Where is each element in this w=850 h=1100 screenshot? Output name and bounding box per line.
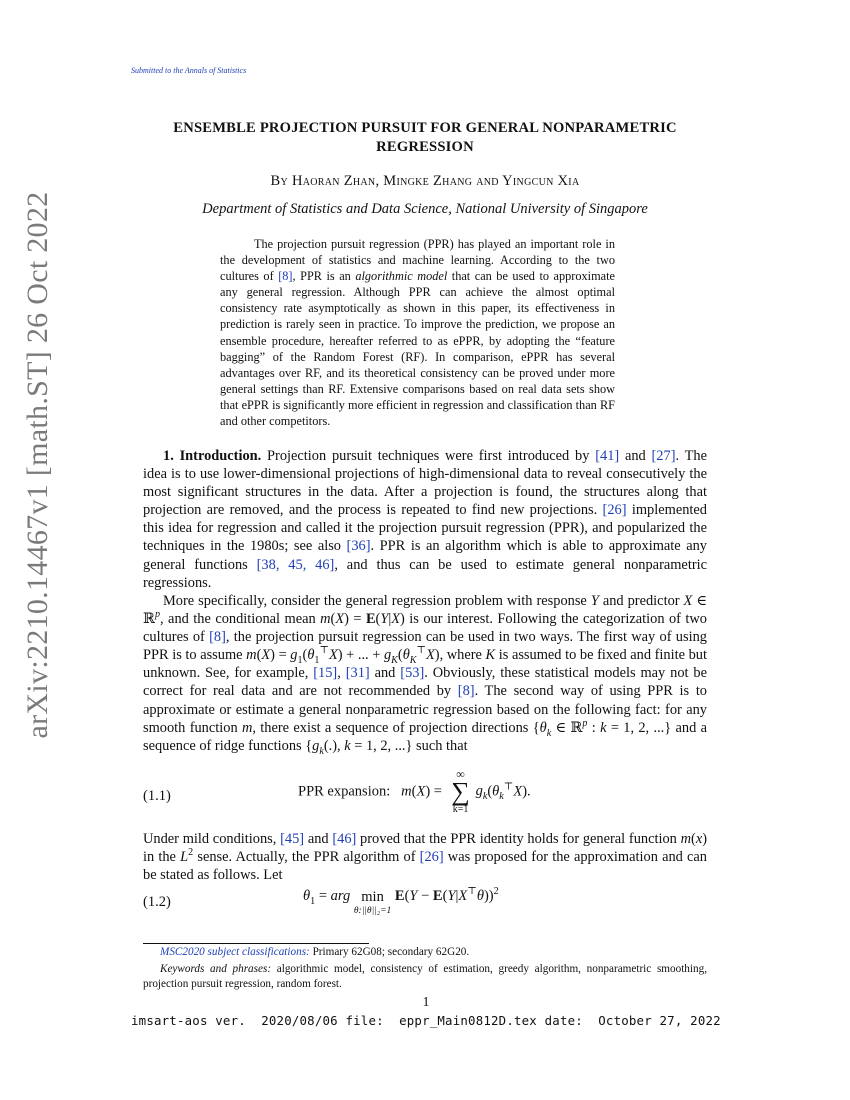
math-directions-set: {$\theta_k$ ∈ ℝ$^p$ : k = 1, 2, ...} <box>532 717 672 739</box>
author-and: and <box>472 173 503 189</box>
section-1-paragraph-1 <box>143 447 707 592</box>
page-number: 1 <box>422 995 430 1010</box>
para2-text-6: , where <box>439 647 486 664</box>
sec1-text-5: . PPR is an algorithm which is able to approximate any general functions <box>143 538 707 573</box>
citation-link[interactable]: [27] <box>651 448 676 464</box>
para2-text-10: , there exist a sequence of projection directions <box>252 719 533 736</box>
math-k: K <box>485 647 496 664</box>
math-l2: $L^2$ <box>180 847 194 866</box>
para3-text-2: proved that the PPR identity holds for general function <box>356 831 681 847</box>
imsart-footer-line: imsart-aos ver. 2020/08/06 file: eppr_Main0812D.tex date: October 27, 2022 <box>131 1013 721 1028</box>
sec1-text-6: , and thus can be used to estimate general nonparametric regressions. <box>143 556 707 591</box>
abstract-text-1: The projection pursuit regression (PPR) has played an important role in the development of statistics and machine learning. According to the two cultures of <box>220 237 615 284</box>
msc-text: Primary 62G08; secondary 62G20. <box>309 946 470 958</box>
section-heading: 1. Introduction. <box>163 448 262 464</box>
equation-number: (1.1) <box>143 788 171 804</box>
citation-link[interactable]: [46] <box>332 831 357 847</box>
math-y: Y <box>590 593 599 609</box>
para2-text-2: and predictor <box>598 593 684 609</box>
footnote-keywords <box>143 962 707 991</box>
para2-text-1: More specifically, consider the general regression problem with response <box>163 593 591 609</box>
citation-separator: , <box>302 556 316 573</box>
msc-link[interactable]: MSC2020 subject classifications: <box>160 946 310 958</box>
by-word: By <box>270 173 289 189</box>
min-subscript: θ:||θ||₂=1 <box>353 906 392 916</box>
para2-text-4: is our interest. Following the categorization of two cultures of <box>143 611 707 646</box>
citation-link[interactable]: [8] <box>457 683 475 700</box>
argmin-word: arg <box>330 888 351 904</box>
para3-and: and <box>304 831 333 847</box>
abstract-text-3: that can be used to approximate any general regression. Although PPR can achieve the almost optimal consistency rate asymptotically as shown in this paper, its effectiveness in prediction is rarely seen in practice. To improve the prediction, we propose an ensemble procedure, hereafter referred to as ePPR, by adopting the “feature bagging” of the Random Forest (RF). In comparison, ePPR has several advantages over RF, and its theoretical consistency can be proved under more general settings than RF. Extensive comparisons based on real data sets show that ePPR is significantly more efficient in regression and classification than RF and other competitors. <box>220 269 615 429</box>
min-operator <box>354 888 391 916</box>
affiliation: Department of Statistics and Data Science, National University of Singapore <box>202 201 648 217</box>
author-3: Yingcun Xia <box>502 173 580 189</box>
para2-text-9: . The second way of using PPR is to approximate or estimate a general nonparametric regression based on the following fact: for any smooth function <box>143 683 708 736</box>
citation-link[interactable]: [53] <box>400 665 425 682</box>
citation-link[interactable]: [36] <box>346 538 371 555</box>
citation-link[interactable]: 45 <box>288 556 303 573</box>
journal-header-note[interactable]: Submitted to the Annals of Statistics <box>131 66 247 75</box>
para3-text-4: sense. Actually, the PPR algorithm of <box>193 849 420 866</box>
para2-text-7: is assumed to be fixed and finite but unknown. See, for example, <box>143 647 707 682</box>
para2-text-5: , the projection pursuit regression can be used in two ways. The first way of using PPR is to assume <box>143 629 707 664</box>
equation-number: (1.2) <box>143 894 171 910</box>
para3-text-5: was proposed for the approximation and can be stated as follows. Let <box>143 849 707 884</box>
equation-1-2 <box>143 886 707 924</box>
sum-lower-limit: k=1 <box>452 804 469 815</box>
para2-text-8: . Obviously, these statistical models may not be correct for real data and are not recommended by <box>143 665 707 700</box>
arxiv-stamp-text[interactable]: arXiv:2210.14467v1 [math.ST] 26 Oct 2022 <box>21 191 54 739</box>
author-list <box>140 173 710 190</box>
para2-sep: , <box>337 665 346 682</box>
title-line-1: ENSEMBLE PROJECTION PURSUIT FOR GENERAL NONPARAMETRIC <box>173 120 677 136</box>
section-1-paragraph-3 <box>143 830 707 884</box>
citation-link[interactable]: [8] <box>278 269 293 284</box>
sec1-text-3: . The idea is to use lower-dimensional projections of high-dimensional data to reveal consecutively the most significant structures in the data. After a projection is found, the structures along that projection are removed, and the process is repeated to find new projections. <box>143 448 707 519</box>
sec1-text-4: implemented this idea for regression and called it the projection pursuit regression (PPR), and popularized the techniques in the 1980s; see also <box>143 502 707 555</box>
title-line-2: REGRESSION <box>376 139 474 155</box>
abstract <box>220 236 615 429</box>
citation-link[interactable]: 46 <box>315 556 330 573</box>
equation-1-1 <box>143 767 707 818</box>
sum-upper-limit: ∞ <box>456 767 465 781</box>
sec1-text-2: and <box>619 448 652 464</box>
citation-bracket: ] <box>329 556 335 573</box>
abstract-text-2: , PPR is an <box>292 269 356 284</box>
eq-label: PPR expansion: <box>298 783 391 800</box>
citation-link[interactable]: [26] <box>602 502 627 519</box>
section-1-paragraph-2 <box>143 592 707 755</box>
para3-text-1: Under mild conditions, <box>143 831 281 847</box>
math-ridge-set: {$g_k(.)$, k = 1, 2, ...} <box>305 737 413 757</box>
sec1-text-1: Projection pursuit techniques were first introduced by <box>261 448 596 464</box>
author-2: Mingke Zhang <box>383 173 473 189</box>
citation-link[interactable]: [15] <box>313 665 338 682</box>
para2-text-3: , and the conditional mean <box>160 611 321 628</box>
equation-body: PPR expansion: m(X) = ∞ ∑ k=1 $g_k(\theta_k^⊤X)$. <box>298 767 531 815</box>
math-x-in-rp: X ∈ ℝ$^p$ <box>143 593 707 628</box>
keywords-text: algorithmic model, consistency of estimation, greedy algorithm, nonparametric smoothing, projection pursuit regression, random forest. <box>143 963 707 990</box>
equation-body: $\theta_1$ = arg min θ:||θ||₂=1 $E(Y - E(Y|X^⊤\theta))^2$ <box>303 886 499 916</box>
min-word: min <box>361 889 384 905</box>
para3-text-3: in the <box>143 849 181 866</box>
citation-link[interactable]: [45] <box>280 831 305 847</box>
para2-text-12: such that <box>412 737 468 754</box>
math-ppr-model: $m(X) = g_1(\theta_1^⊤X)$ + ... + $g_K(\theta_K^⊤X)$ <box>246 645 440 667</box>
paper-title <box>140 119 710 157</box>
para2-text-11: and a sequence of ridge functions <box>143 719 707 754</box>
citation-link[interactable]: [26] <box>419 849 444 866</box>
footnote-msc <box>143 945 707 960</box>
citation-link[interactable]: [41] <box>595 448 620 464</box>
summation-symbol: ∞ ∑ k=1 <box>446 768 476 816</box>
math-m: m <box>241 719 253 736</box>
citation-link[interactable]: [38, <box>256 556 289 573</box>
footnote-rule <box>143 943 369 944</box>
math-conditional-mean: m(X) = E(Y|X) <box>320 611 405 628</box>
para2-and: and <box>369 665 401 682</box>
abstract-emphasis: algorithmic model <box>355 269 448 284</box>
citation-link[interactable]: [8] <box>209 629 226 646</box>
citation-link[interactable]: [31] <box>345 665 370 682</box>
author-1: Haoran Zhan <box>291 173 376 189</box>
author-separator: , <box>375 173 384 189</box>
math-m-of-x: m(x) <box>680 831 707 847</box>
keywords-label: Keywords and phrases: <box>160 963 272 975</box>
